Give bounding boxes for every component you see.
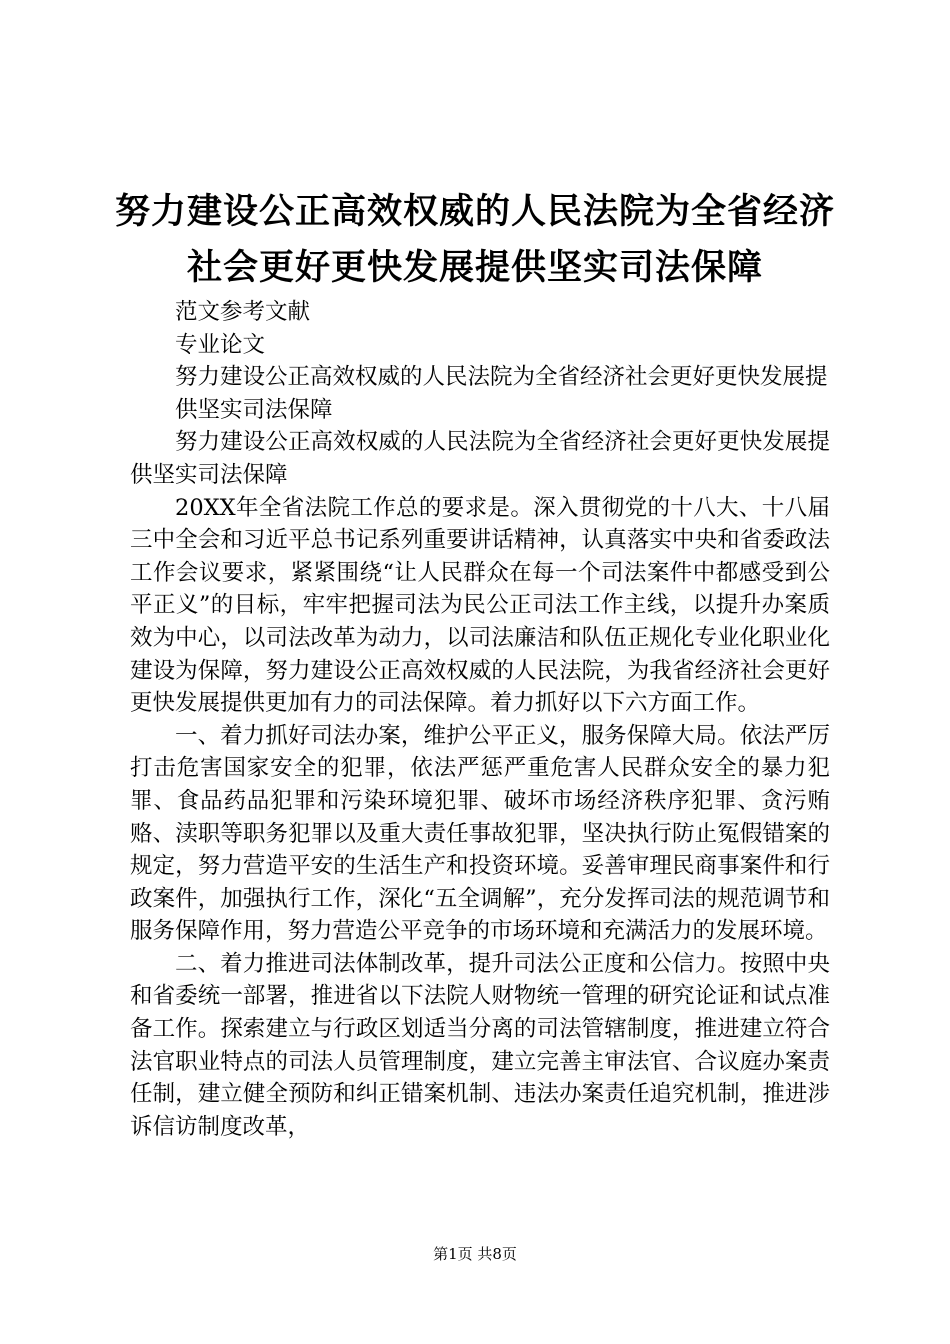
paragraph-subtitle-1: 努力建设公正高效权威的人民法院为全省经济社会更好更快发展提 bbox=[175, 364, 828, 391]
document-title-line-2: 社会更好更快发展提供坚实司法保障 bbox=[186, 248, 763, 288]
paragraph-section-2: 二、着力推进司法体制改革，提升司法公正度和公信力。按照中央和省委统一部署，推进省以下法院人财物统一管理的研究论证和试点准备工作。探索建立与行政区划适当分离的司法管辖制度，推进建立符合法官职业特点的司法人员管理制度，建立完善主审法官、合议庭办案责任制，建立健全预防和纠正错案机制、违法办案责任追究机制，推进涉诉信访制度改革， bbox=[130, 950, 830, 1140]
page-footer: 第1页 共8页 bbox=[433, 1245, 517, 1263]
paragraph-label-1: 范文参考文献 bbox=[175, 299, 311, 325]
paragraph-subtitle-2: 供坚实司法保障 bbox=[175, 396, 333, 423]
paragraph-label-2: 专业论文 bbox=[175, 331, 266, 358]
document-title-line-1: 努力建设公正高效权威的人民法院为全省经济 bbox=[114, 192, 835, 232]
paragraph-subtitle-full: 努力建设公正高效权威的人民法院为全省经济社会更好更快发展提供坚实司法保障 bbox=[130, 429, 830, 488]
paragraph-section-1: 一、着力抓好司法办案，维护公平正义，服务保障大局。依法严厉打击危害国家安全的犯罪，依法严惩严重危害人民群众安全的暴力犯罪、食品药品犯罪和污染环境犯罪、破坏市场经济秩序犯罪、贪污贿赂、渎职等职务犯罪以及重大责任事故犯罪，坚决执行防止冤假错案的规定，努力营造平安的生活生产和投资环境。妥善审理民商事案件和行政案件，加强执行工作，深化“五全调解”，充分发挥司法的规范调节和服务保障作用，努力营造公平竞争的市场环境和充满活力的发展环境。 bbox=[130, 722, 830, 945]
document-body bbox=[130, 296, 830, 1143]
paragraph-intro: 20XX年全省法院工作总的要求是。深入贯彻党的十八大、十八届三中全会和习近平总书记系列重要讲话精神，认真落实中央和省委政法工作会议要求，紧紧围绕“让人民群众在每一个司法案件中都感受到公平正义”的目标，牢牢把握司法为民公正司法工作主线，以提升办案质效为中心，以司法改革为动力，以司法廉洁和队伍正规化专业化职业化建设为保障，努力建设公正高效权威的人民法院，为我省经济社会更好更快发展提供更加有力的司法保障。着力抓好以下六方面工作。 bbox=[130, 494, 830, 717]
